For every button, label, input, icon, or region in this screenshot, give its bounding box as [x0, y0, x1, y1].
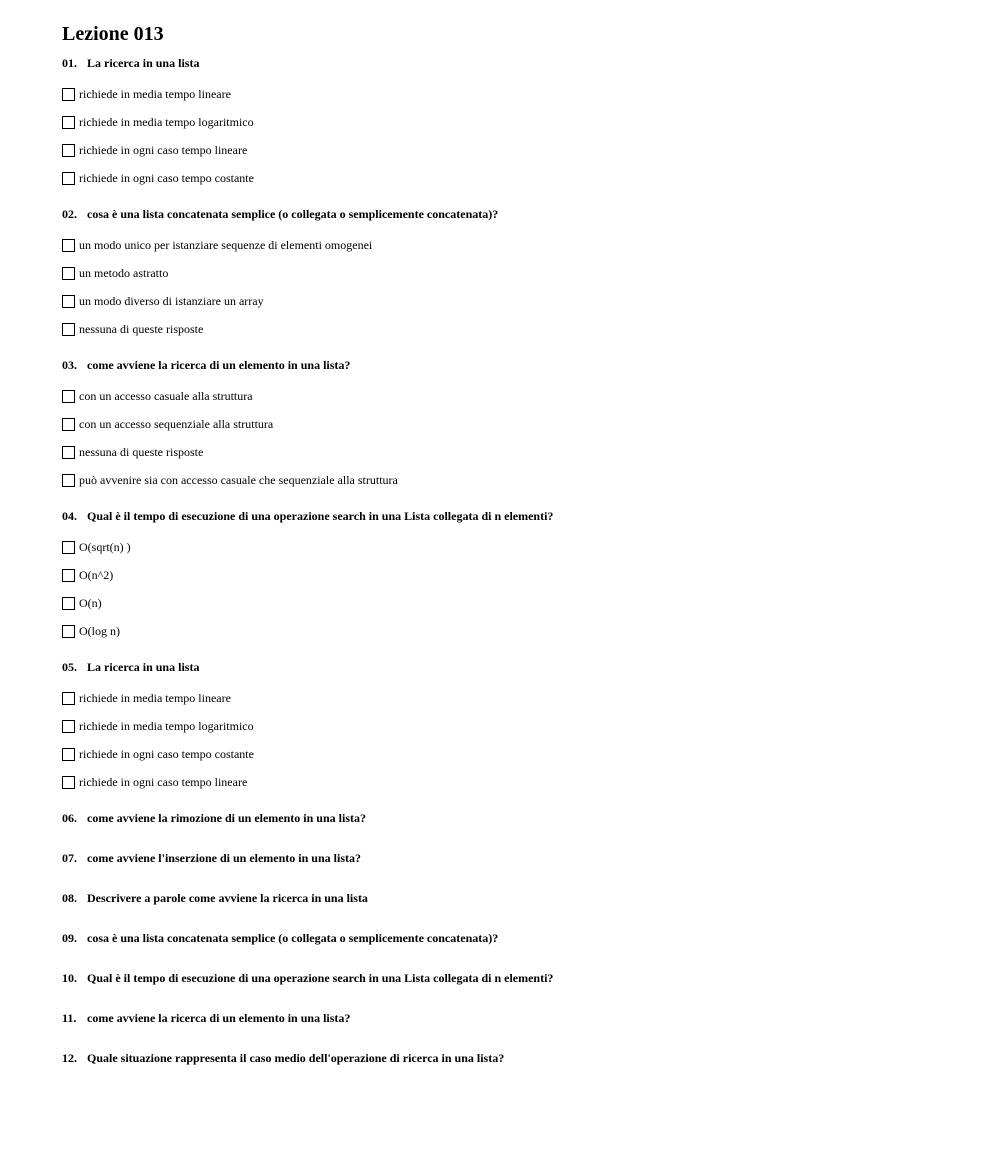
answer-options — [62, 533, 962, 645]
question-8 — [62, 889, 962, 907]
answer-options — [62, 80, 962, 192]
question-text: La ricerca in una lista — [87, 660, 200, 674]
answer-options — [62, 231, 962, 343]
question-number: 04. — [62, 509, 77, 523]
answer-option-label: richiede in ogni caso tempo lineare — [79, 774, 248, 789]
question-7 — [62, 849, 962, 867]
question-header — [62, 1049, 962, 1067]
answer-checkbox[interactable] — [62, 116, 75, 129]
question-header — [62, 356, 962, 374]
answer-option-label: con un accesso sequenziale alla struttura — [79, 416, 274, 431]
question-number: 12. — [62, 1051, 77, 1065]
question-text: La ricerca in una lista — [87, 56, 200, 70]
answer-option-label: richiede in media tempo lineare — [79, 690, 231, 705]
question-1 — [62, 54, 962, 192]
answer-option-label: richiede in ogni caso tempo lineare — [79, 142, 248, 157]
question-number: 06. — [62, 811, 77, 825]
answer-options — [62, 382, 962, 494]
question-text: Descrivere a parole come avviene la ricerca in una lista — [87, 891, 368, 905]
question-text: cosa è una lista concatenata semplice (o collegata o semplicemente concatenata)? — [87, 207, 499, 221]
question-list — [62, 54, 962, 1067]
answer-checkbox[interactable] — [62, 446, 75, 459]
answer-option-label: richiede in ogni caso tempo costante — [79, 170, 254, 185]
answer-option[interactable] — [62, 164, 962, 192]
question-header — [62, 849, 962, 867]
answer-checkbox[interactable] — [62, 720, 75, 733]
answer-option-label: un modo diverso di istanziare un array — [79, 293, 264, 308]
answer-option[interactable] — [62, 740, 962, 768]
question-text: come avviene la ricerca di un elemento in una lista? — [87, 358, 351, 372]
answer-option[interactable] — [62, 466, 962, 494]
answer-option-label: richiede in media tempo logaritmico — [79, 114, 254, 129]
question-12 — [62, 1049, 962, 1067]
answer-checkbox[interactable] — [62, 239, 75, 252]
question-4 — [62, 507, 962, 645]
question-6 — [62, 809, 962, 827]
answer-option[interactable] — [62, 617, 962, 645]
answer-option[interactable] — [62, 589, 962, 617]
answer-option-label: un metodo astratto — [79, 265, 169, 280]
answer-checkbox[interactable] — [62, 541, 75, 554]
answer-checkbox[interactable] — [62, 390, 75, 403]
answer-option-label: O(sqrt(n) ) — [79, 539, 131, 554]
answer-option[interactable] — [62, 315, 962, 343]
answer-option-label: O(n^2) — [79, 567, 114, 582]
answer-option[interactable] — [62, 136, 962, 164]
question-header — [62, 1009, 962, 1027]
quiz-page — [62, 20, 962, 1067]
question-text: Quale situazione rappresenta il caso medio dell'operazione di ricerca in una lista? — [87, 1051, 505, 1065]
question-header — [62, 54, 962, 72]
answer-option[interactable] — [62, 684, 962, 712]
answer-checkbox[interactable] — [62, 172, 75, 185]
answer-option-label: O(n) — [79, 595, 102, 610]
question-2 — [62, 205, 962, 343]
answer-option[interactable] — [62, 382, 962, 410]
answer-option-label: nessuna di queste risposte — [79, 321, 204, 336]
answer-option[interactable] — [62, 410, 962, 438]
question-number: 02. — [62, 207, 77, 221]
answer-checkbox[interactable] — [62, 418, 75, 431]
lesson-title: Lezione 013 — [62, 23, 164, 45]
question-number: 08. — [62, 891, 77, 905]
question-number: 11. — [62, 1011, 77, 1025]
answer-option[interactable] — [62, 259, 962, 287]
answer-checkbox[interactable] — [62, 776, 75, 789]
answer-option-label: nessuna di queste risposte — [79, 444, 204, 459]
question-text: cosa è una lista concatenata semplice (o collegata o semplicemente concatenata)? — [87, 931, 499, 945]
answer-checkbox[interactable] — [62, 625, 75, 638]
answer-checkbox[interactable] — [62, 88, 75, 101]
answer-checkbox[interactable] — [62, 474, 75, 487]
answer-option[interactable] — [62, 768, 962, 796]
question-header — [62, 929, 962, 947]
question-header — [62, 969, 962, 987]
answer-checkbox[interactable] — [62, 748, 75, 761]
answer-checkbox[interactable] — [62, 295, 75, 308]
question-header — [62, 889, 962, 907]
answer-option[interactable] — [62, 80, 962, 108]
answer-checkbox[interactable] — [62, 569, 75, 582]
answer-option[interactable] — [62, 438, 962, 466]
answer-option[interactable] — [62, 561, 962, 589]
answer-checkbox[interactable] — [62, 692, 75, 705]
answer-option-label: con un accesso casuale alla struttura — [79, 388, 253, 403]
answer-option-label: richiede in media tempo lineare — [79, 86, 231, 101]
question-number: 07. — [62, 851, 77, 865]
question-5 — [62, 658, 962, 796]
answer-option-label: richiede in ogni caso tempo costante — [79, 746, 254, 761]
question-text: come avviene l'inserzione di un elemento in una lista? — [87, 851, 361, 865]
answer-option[interactable] — [62, 533, 962, 561]
question-header — [62, 809, 962, 827]
question-header — [62, 507, 962, 525]
answer-option[interactable] — [62, 712, 962, 740]
answer-option[interactable] — [62, 287, 962, 315]
answer-option[interactable] — [62, 108, 962, 136]
question-header — [62, 658, 962, 676]
answer-checkbox[interactable] — [62, 597, 75, 610]
answer-option-label: un modo unico per istanziare sequenze di elementi omogenei — [79, 237, 373, 252]
question-3 — [62, 356, 962, 494]
answer-option-label: O(log n) — [79, 623, 120, 638]
answer-checkbox[interactable] — [62, 267, 75, 280]
answer-option-label: può avvenire sia con accesso casuale che sequenziale alla struttura — [79, 472, 398, 487]
answer-options — [62, 684, 962, 796]
question-text: come avviene la rimozione di un elemento in una lista? — [87, 811, 366, 825]
question-number: 05. — [62, 660, 77, 674]
question-number: 09. — [62, 931, 77, 945]
question-header — [62, 205, 962, 223]
question-text: Qual è il tempo di esecuzione di una operazione search in una Lista collegata di n elementi? — [87, 971, 554, 985]
answer-checkbox[interactable] — [62, 144, 75, 157]
question-number: 01. — [62, 56, 77, 70]
answer-option-label: richiede in media tempo logaritmico — [79, 718, 254, 733]
question-11 — [62, 1009, 962, 1027]
question-text: come avviene la ricerca di un elemento in una lista? — [87, 1011, 351, 1025]
answer-option[interactable] — [62, 231, 962, 259]
question-number: 03. — [62, 358, 77, 372]
question-9 — [62, 929, 962, 947]
question-number: 10. — [62, 971, 77, 985]
answer-checkbox[interactable] — [62, 323, 75, 336]
question-10 — [62, 969, 962, 987]
question-text: Qual è il tempo di esecuzione di una operazione search in una Lista collegata di n elementi? — [87, 509, 554, 523]
